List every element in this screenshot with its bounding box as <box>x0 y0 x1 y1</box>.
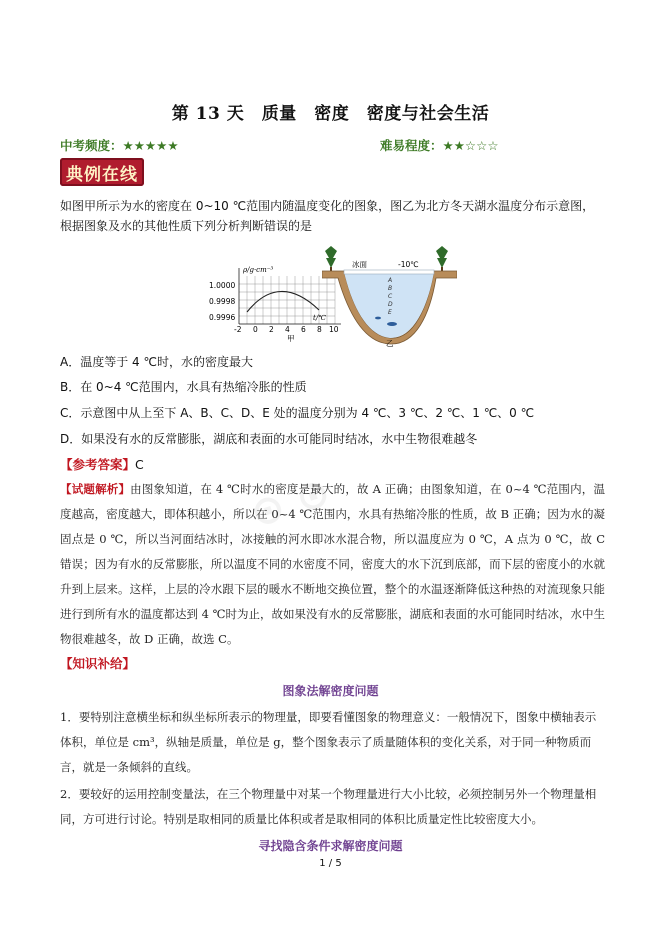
analysis-paragraph <box>60 477 605 652</box>
tree-icon <box>325 246 337 271</box>
difficulty-label: 难易程度： <box>380 138 443 153</box>
question-text: 如图甲所示为水的密度在 0~10 ℃范围内随温度变化的图象，图乙为北方冬天湖水温度分布示意图，根据图象及水的其他性质下列分析判断错误的是 <box>60 199 595 233</box>
x-tick-label: 8 <box>317 325 322 334</box>
frequency-rating <box>60 136 179 154</box>
answer-value: C <box>135 457 144 472</box>
ice-surface <box>344 270 434 274</box>
knowledge-label: 【知识补给】 <box>60 656 136 671</box>
difficulty-stars-icon: ★★☆☆☆ <box>442 138 499 153</box>
frequency-label: 中考频度： <box>60 138 123 153</box>
option-d: D．如果没有水的反常膨胀，湖底和表面的水可能同时结冰，水中生物很难越冬 <box>60 432 478 446</box>
density-curve <box>247 291 319 312</box>
analysis-label: 【试题解析】 <box>60 482 131 496</box>
y-tick-label: 0.9998 <box>209 297 236 306</box>
option-a: A．温度等于 4 ℃时，水的密度最大 <box>60 355 253 369</box>
x-tick-label: -2 <box>234 325 242 334</box>
analysis-text: 由图象知道，在 4 ℃时水的密度是最大的，故 A 正确；由图象知道，在 0~4 ℃范围内，温度越高，密度越大，即体积越小，所以在 0~4 ℃范围内，水具有热缩冷胀的性质，故 B 正确；因为水的凝固点是 0 ℃，所以当河面结冰时，冰接触的河水即冰水混合物，所以温度应为 0 ℃，A 点为 0 ℃，故 C 错误；因为有水的反常膨胀，所以温度不同的水密度不同，密度大的水下沉到底部，而下层的密度小的水就升到上层来。这样，上层的冷水跟下层的暖水不断地交换位置，整个的水温逐渐降低这种热的对流现象只能进行到所有水的温度都达到 4 ℃时为止，故如果没有水的反常膨胀，湖底和表面的水可能同时结冰，水中生物很难越冬，故 D 正确，故选 C。 <box>60 482 605 646</box>
watermark: ⊙ ⊙ <box>244 468 337 538</box>
depth-letter-a: A <box>388 277 393 284</box>
y-tick-label: 0.9996 <box>209 313 236 322</box>
paragraph-2: 2．要较好的运用控制变量法，在三个物理量中对某一个物理量进行大小比较，必须控制另外一个物理量相同，方可进行讨论。特别是取相同的质量比体积或者是取相同的体积比质量定性比较密度大小。 <box>60 787 597 826</box>
answer-label: 【参考答案】 <box>60 457 136 472</box>
fish-icon <box>375 317 381 320</box>
section-title: 图象法解密度问题 <box>282 684 379 698</box>
air-temperature-label: -10℃ <box>398 260 419 269</box>
lake-caption: 乙 <box>386 339 394 348</box>
depth-letter-c: C <box>388 293 393 300</box>
ice-label: 冰面 <box>352 260 367 269</box>
lake-diagram <box>322 246 457 348</box>
difficulty-rating <box>380 136 499 154</box>
fish-icon <box>387 322 397 326</box>
x-tick-label: 10 <box>329 325 339 334</box>
depth-letter-b: B <box>388 285 393 292</box>
y-tick-label: 1.0000 <box>209 281 236 290</box>
depth-letter-d: D <box>388 301 393 308</box>
example-banner <box>60 158 144 186</box>
paragraph-1: 1．要特别注意横坐标和纵坐标所表示的物理量，即要看懂图象的物理意义：一般情况下，图象中横轴表示体积，单位是 cm³，纵轴是质量，单位是 g，整个图象表示了质量随体积的变化关系，对于同一种物质而言，就是一条倾斜的直线。 <box>60 710 597 774</box>
graph-ylabel: ρ/g·cm⁻³ <box>243 266 274 274</box>
option-c: C．示意图中从上至下 A、B、C、D、E 处的温度分别为 4 ℃、3 ℃、2 ℃、1 ℃、0 ℃ <box>60 406 535 420</box>
page-title: 第 13 天 质量 密度 密度与社会生活 <box>171 104 490 124</box>
frequency-stars-icon: ★★★★★ <box>122 138 179 153</box>
x-tick-label: 0 <box>253 325 258 334</box>
page-number: 1 / 5 <box>319 858 342 869</box>
x-tick-label: 2 <box>269 325 274 334</box>
option-b: B．在 0~4 ℃范围内，水具有热缩冷胀的性质 <box>60 380 307 394</box>
depth-letter-e: E <box>388 309 392 316</box>
graph-xlabel: t/℃ <box>313 314 327 322</box>
x-tick-label: 4 <box>285 325 290 334</box>
example-banner-label: 典例在线 <box>66 164 138 185</box>
tree-icon <box>436 246 448 271</box>
reference-answer <box>60 455 144 473</box>
graph-caption: 甲 <box>287 334 295 342</box>
section-title: 寻找隐含条件求解密度问题 <box>258 839 403 853</box>
x-tick-label: 6 <box>301 325 306 334</box>
